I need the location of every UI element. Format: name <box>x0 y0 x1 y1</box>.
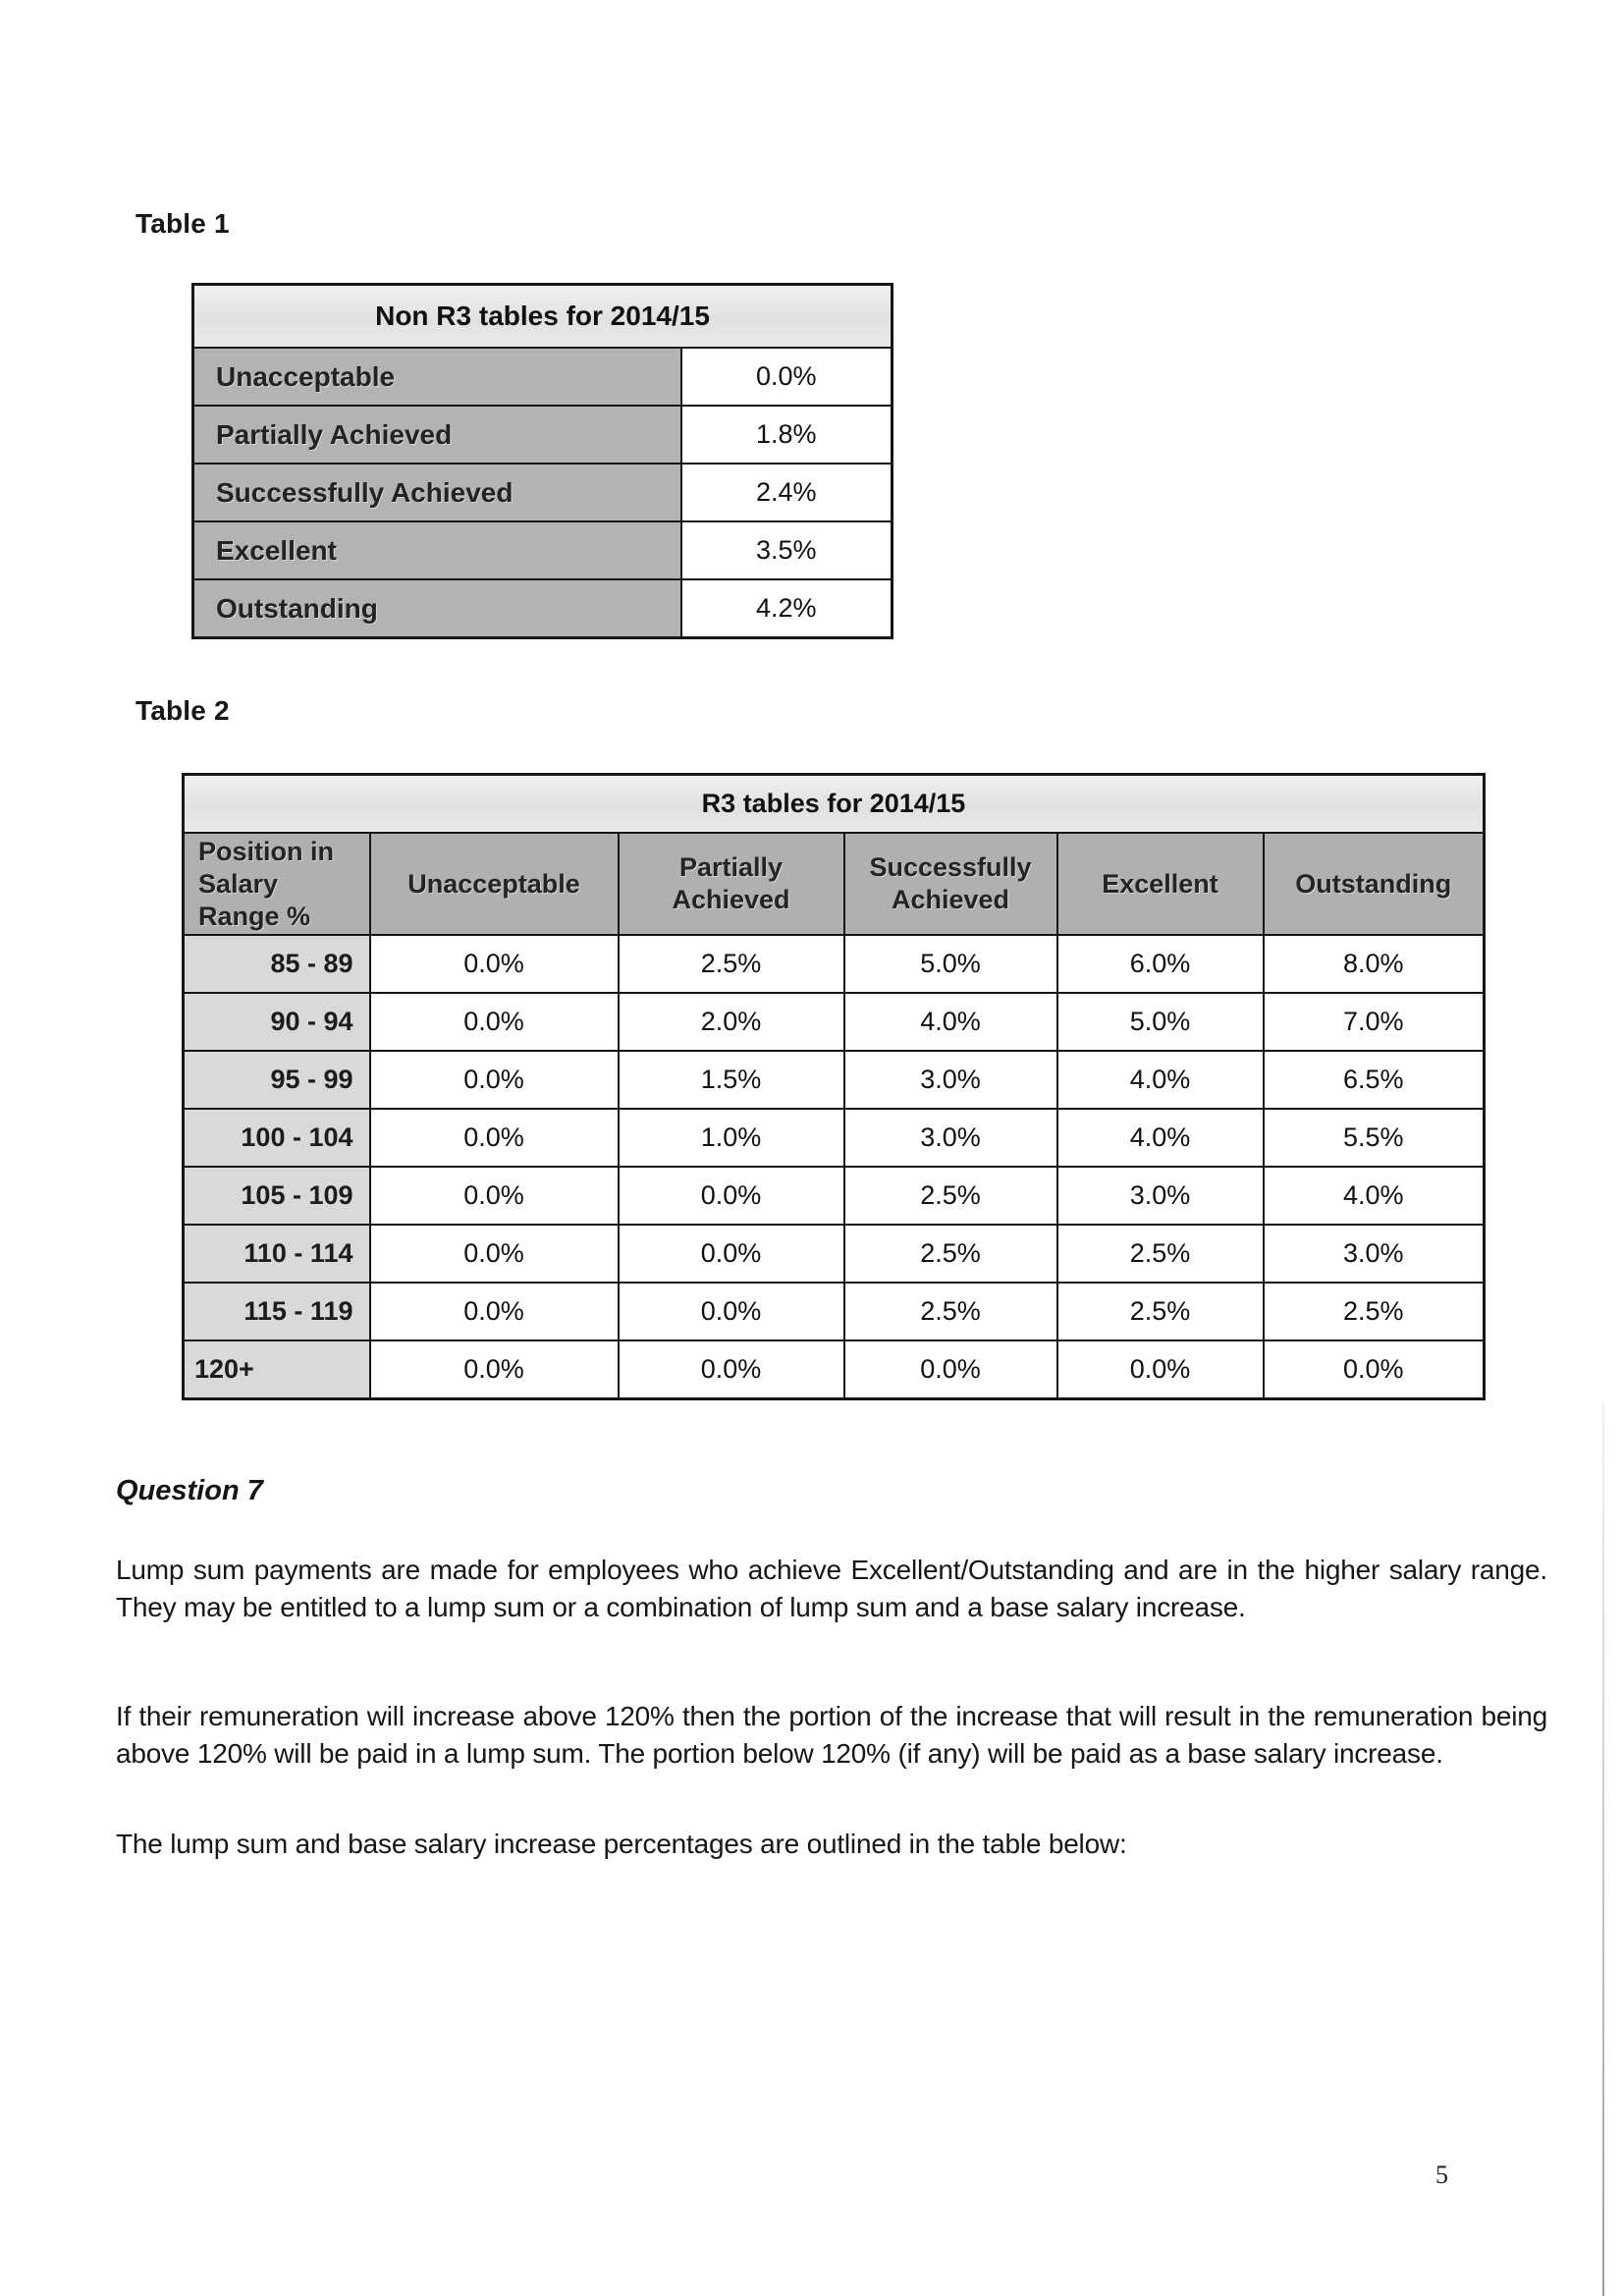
column-header: Outstanding <box>1264 833 1485 935</box>
pct-cell: 2.5% <box>1057 1283 1264 1340</box>
pct-cell: 0.0% <box>370 935 619 993</box>
pct-cell: 1.5% <box>619 1051 844 1109</box>
column-header: Position in Salary Range % <box>184 833 370 935</box>
rating-label: Unacceptable <box>193 348 681 406</box>
pct-cell: 6.0% <box>1057 935 1264 993</box>
pct-cell: 2.0% <box>619 993 844 1051</box>
salary-range: 90 - 94 <box>184 993 370 1051</box>
table2-caption: Table 2 <box>135 695 230 726</box>
table-row <box>184 1283 1485 1340</box>
column-header: Excellent <box>1057 833 1264 935</box>
table-row <box>193 348 893 406</box>
pct-cell: 0.0% <box>370 1167 619 1225</box>
rating-label: Partially Achieved <box>193 406 681 464</box>
pct-cell: 0.0% <box>370 1283 619 1340</box>
pct-cell: 8.0% <box>1264 935 1485 993</box>
pct-cell: 4.0% <box>1264 1167 1485 1225</box>
table-row <box>184 1167 1485 1225</box>
rating-label: Excellent <box>193 521 681 579</box>
pct-cell: 0.0% <box>370 1109 619 1167</box>
rating-value: 4.2% <box>681 579 893 638</box>
table1-caption: Table 1 <box>135 208 230 239</box>
salary-range: 120+ <box>184 1340 370 1399</box>
pct-cell: 2.5% <box>844 1167 1057 1225</box>
pct-cell: 2.5% <box>619 935 844 993</box>
pct-cell: 0.0% <box>619 1225 844 1283</box>
table-row <box>184 935 1485 993</box>
table-row <box>193 464 893 521</box>
pct-cell: 1.0% <box>619 1109 844 1167</box>
pct-cell: 7.0% <box>1264 993 1485 1051</box>
rating-value: 3.5% <box>681 521 893 579</box>
pct-cell: 6.5% <box>1264 1051 1485 1109</box>
table-row <box>184 1340 1485 1399</box>
pct-cell: 2.5% <box>844 1225 1057 1283</box>
pct-cell: 4.0% <box>844 993 1057 1051</box>
pct-cell: 0.0% <box>619 1283 844 1340</box>
table-row <box>193 521 893 579</box>
pct-cell: 4.0% <box>1057 1051 1264 1109</box>
rating-value: 2.4% <box>681 464 893 521</box>
pct-cell: 3.0% <box>1264 1225 1485 1283</box>
column-header: Unacceptable <box>370 833 619 935</box>
pct-cell: 0.0% <box>370 1225 619 1283</box>
pct-cell: 4.0% <box>1057 1109 1264 1167</box>
pct-cell: 0.0% <box>370 1340 619 1399</box>
rating-label: Outstanding <box>193 579 681 638</box>
question-heading: Question 7 <box>116 1475 263 1506</box>
table-row <box>184 1051 1485 1109</box>
table-row <box>184 1109 1485 1167</box>
column-header: Successfully Achieved <box>844 833 1057 935</box>
salary-range: 95 - 99 <box>184 1051 370 1109</box>
table2 <box>182 773 1486 1400</box>
column-header: Partially Achieved <box>619 833 844 935</box>
pct-cell: 2.5% <box>844 1283 1057 1340</box>
salary-range: 115 - 119 <box>184 1283 370 1340</box>
salary-range: 105 - 109 <box>184 1167 370 1225</box>
rating-value: 0.0% <box>681 348 893 406</box>
table2-title: R3 tables for 2014/15 <box>184 775 1485 834</box>
table-row <box>193 579 893 638</box>
pct-cell: 3.0% <box>1057 1167 1264 1225</box>
salary-range: 110 - 114 <box>184 1225 370 1283</box>
paragraph: The lump sum and base salary increase percentages are outlined in the table below: <box>116 1829 1127 1859</box>
pct-cell: 2.5% <box>1057 1225 1264 1283</box>
pct-cell: 3.0% <box>844 1051 1057 1109</box>
table-row <box>184 993 1485 1051</box>
pct-cell: 5.0% <box>1057 993 1264 1051</box>
rating-label: Successfully Achieved <box>193 464 681 521</box>
pct-cell: 0.0% <box>619 1167 844 1225</box>
pct-cell: 3.0% <box>844 1109 1057 1167</box>
table2-header-row <box>184 833 1485 935</box>
paragraph: If their remuneration will increase above 120% then the portion of the increase that will result in the remuneration being above 120% will be paid in a lump sum. The portion below 120% (if any) will be paid as a base salary increase. <box>116 1701 1547 1769</box>
pct-cell: 2.5% <box>1264 1283 1485 1340</box>
table1-title-row <box>193 285 893 349</box>
table2-title-row <box>184 775 1485 834</box>
scan-artifact-line <box>1602 1402 1604 2296</box>
table-row <box>184 1225 1485 1283</box>
pct-cell: 0.0% <box>844 1340 1057 1399</box>
page-number: 5 <box>1435 2160 1448 2189</box>
pct-cell: 5.0% <box>844 935 1057 993</box>
pct-cell: 0.0% <box>619 1340 844 1399</box>
salary-range: 100 - 104 <box>184 1109 370 1167</box>
pct-cell: 0.0% <box>370 1051 619 1109</box>
pct-cell: 0.0% <box>370 993 619 1051</box>
pct-cell: 5.5% <box>1264 1109 1485 1167</box>
pct-cell: 0.0% <box>1057 1340 1264 1399</box>
rating-value: 1.8% <box>681 406 893 464</box>
salary-range: 85 - 89 <box>184 935 370 993</box>
table1 <box>191 283 893 639</box>
paragraph: Lump sum payments are made for employees who achieve Excellent/Outstanding and are in the higher salary range. They may be entitled to a lump sum or a combination of lump sum and a base salary increase. <box>116 1555 1547 1622</box>
pct-cell: 0.0% <box>1264 1340 1485 1399</box>
table1-title: Non R3 tables for 2014/15 <box>193 285 893 349</box>
table-row <box>193 406 893 464</box>
